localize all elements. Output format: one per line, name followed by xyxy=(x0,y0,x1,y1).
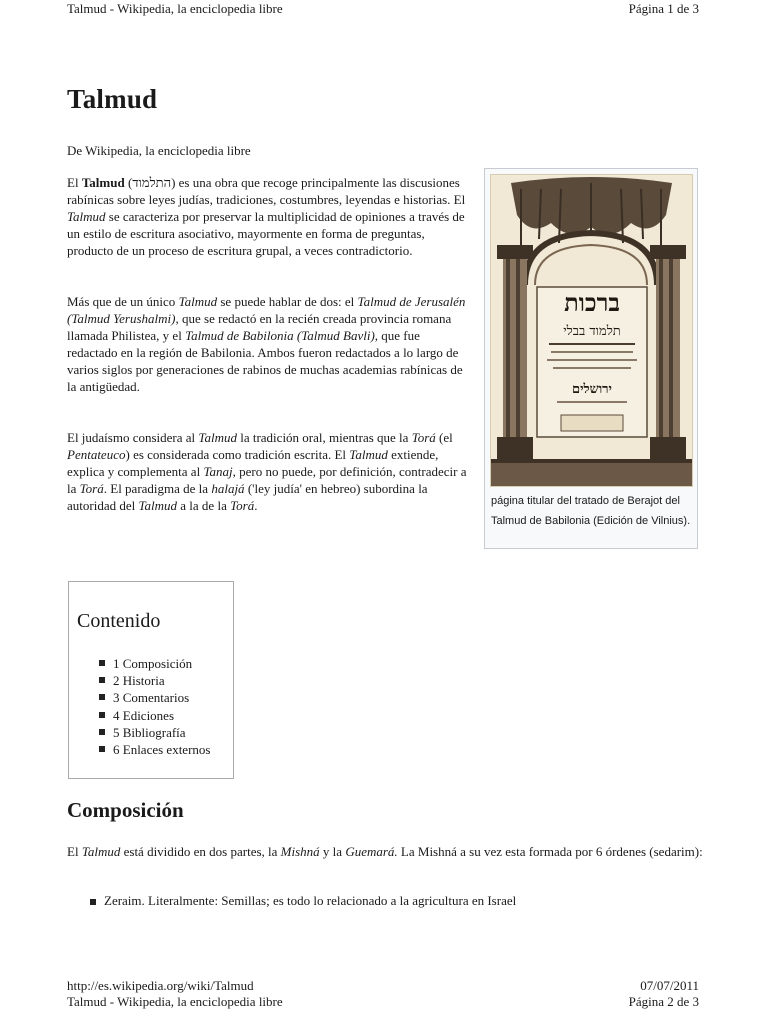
hebrew-subtitle-text: תלמוד בבלי xyxy=(563,324,621,339)
talmud-title-page-image[interactable] xyxy=(490,174,693,487)
page-title: Talmud xyxy=(67,84,158,114)
header-page-number: Página 1 de 3 xyxy=(628,1,699,16)
pentateuco-link[interactable]: Pentateuco xyxy=(67,447,126,462)
hebrew-title-text: ברכות xyxy=(564,288,620,317)
page-subtitle: De Wikipedia, la enciclopedia libre xyxy=(67,143,251,158)
print-footer-url-row xyxy=(67,978,699,994)
talmud-bold: Talmud xyxy=(81,175,125,190)
talmud-babilonia-link[interactable]: Talmud de Babilonia (Talmud Bavli) xyxy=(185,328,375,343)
footer-date: 07/07/2011 xyxy=(640,978,699,993)
talmud-jerusalen-link[interactable]: Talmud de Jerusalén (Talmud Yerushalmi) xyxy=(67,294,466,326)
intro-paragraph-2: Más que de un único Talmud se puede hablar de dos: el Talmud de Jerusalén (Talmud Yerushalmi), que se redactó en la recién creada provincia romana llamada Philistea, y el Talmud de Babilonia (Talmud Bavli), que fue redactado en la región de Babilonia. Ambos fueron redactados a lo largo de varios siglos por generaciones de rabinos de muchas academias rabínicas de la antigüedad. xyxy=(67,294,466,394)
mishna-link[interactable]: Mishná xyxy=(280,844,320,859)
next-header-title: Talmud - Wikipedia, la enciclopedia libre xyxy=(67,994,283,1009)
talmud-link[interactable]: Talmud xyxy=(178,294,218,309)
guemara-link[interactable]: Guemará. xyxy=(345,844,398,859)
figure-caption: página titular del tratado de Berajot del Talmud de Babilonia (Edición de Vilnius). xyxy=(491,495,691,527)
toc-item-bibliografia[interactable]: 5 Bibliografía xyxy=(99,724,210,741)
print-header xyxy=(67,1,699,17)
footer-url[interactable]: http://es.wikipedia.org/wiki/Talmud xyxy=(67,978,254,993)
intro-paragraph-3: El judaísmo considera al Talmud la tradición oral, mientras que la Torá (el Pentateuco) es considerada como tradición escrita. El Talmud extiende, explica y complementa al Tanaj, pero no puede, por definición, contradecir a la Torá. El paradigma de la halajá ('ley judía' en hebreo) subordina la autoridad del Talmud a la de la Torá. xyxy=(67,430,467,513)
composicion-paragraph: El Talmud está dividido en dos partes, la Mishná y la Guemará. La Mishná a su vez esta formada por 6 órdenes (sedarim): xyxy=(67,844,703,859)
next-header-page-number: Página 2 de 3 xyxy=(628,994,699,1009)
halaja-link[interactable]: halajá xyxy=(211,481,245,496)
toc-item-ediciones[interactable]: 4 Ediciones xyxy=(99,707,210,724)
print-header-next-page xyxy=(67,994,699,1010)
table-of-contents xyxy=(68,581,234,779)
intro-paragraph-1: El Talmud (התלמוד) es una obra que recoge principalmente las discusiones rabínicas sobre leyes judías, tradiciones, costumbres, leyendas e historias. El Talmud se caracteriza por preservar la multiplicidad de opiniones a través de un estilo de escritura asociativo, mayormente en forma de preguntas, producto de un proceso de escritura grupal, a veces contradictorio. xyxy=(67,175,466,258)
tanaj-link[interactable]: Tanaj xyxy=(203,464,233,479)
infobox-figure xyxy=(484,168,698,549)
tora-link[interactable]: Torá xyxy=(411,430,436,445)
toc-list xyxy=(99,655,210,758)
toc-item-historia[interactable]: 2 Historia xyxy=(99,672,210,689)
section-heading-composicion: Composición xyxy=(67,798,184,822)
list-item-zeraim: Zeraim. Literalmente: Semillas; es todo lo relacionado a la agricultura en Israel xyxy=(90,893,516,909)
toc-item-enlaces-externos[interactable]: 6 Enlaces externos xyxy=(99,741,210,758)
hebrew-city-text: ירושלים xyxy=(572,382,612,397)
header-title: Talmud - Wikipedia, la enciclopedia libre xyxy=(67,1,283,16)
toc-item-comentarios[interactable]: 3 Comentarios xyxy=(99,689,210,706)
toc-title: Contenido xyxy=(77,610,161,632)
toc-item-composicion[interactable]: 1 Composición xyxy=(99,655,210,672)
